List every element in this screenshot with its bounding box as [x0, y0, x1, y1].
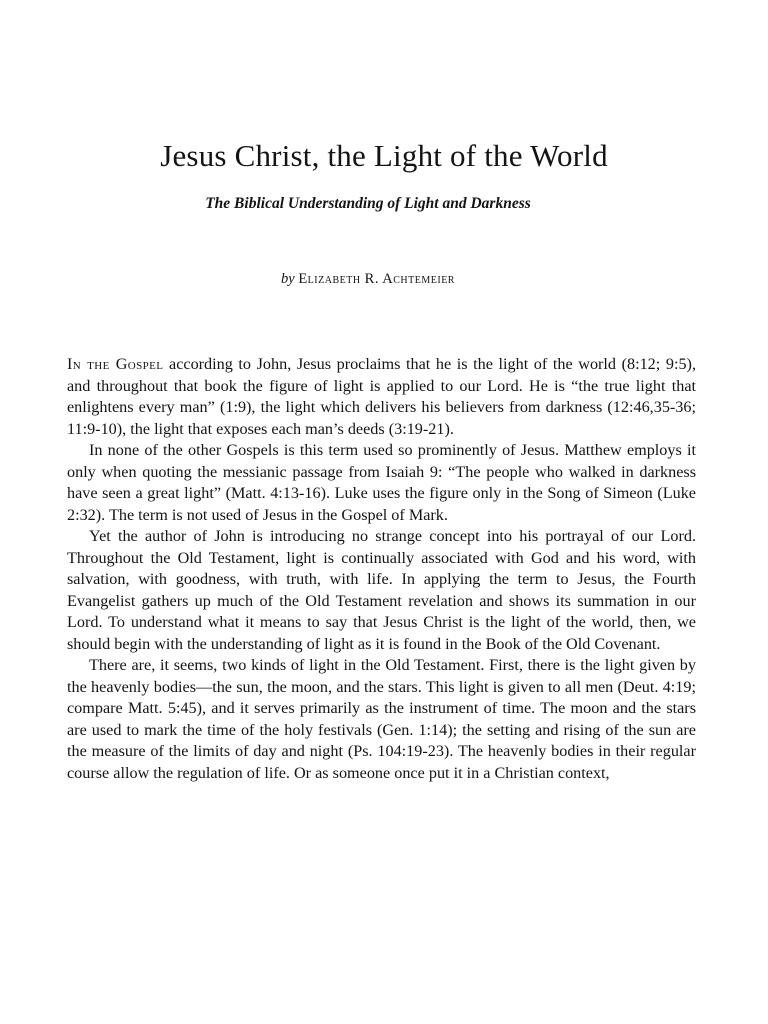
- article-title: Jesus Christ, the Light of the World: [160, 138, 608, 173]
- body-paragraph-3: Yet the author of John is introducing no strange concept into his portrayal of our Lord. Throughout the Old Testament, light is continually associated with God and his word, with salvation, with goodness, with truth, with life. In applying the term to Jesus, the Fourth Evangelist gathers up much of the Old Testament revelation and shows its summation in our Lord. To understand what it means to say that Jesus Christ is the light of the world, then, we should begin with the understanding of light as it is found in the Book of the Old Covenant.: [67, 527, 696, 653]
- paragraph-lead-in: In the Gospel: [67, 355, 164, 373]
- body-paragraph-4: There are, it seems, two kinds of light in the Old Testament. First, there is the light given by the heavenly bodies—the sun, the moon, and the stars. This light is given to all men (Deut. 4:19; compare Matt. 5:45), and it serves primarily as the instrument of time. The moon and the stars are used to mark the time of the holy festivals (Gen. 1:14); the setting and rising of the sun are the measure of the limits of day and night (Ps. 104:19-23). The heavenly bodies in their regular course allow the regulation of life. Or as someone once put it in a Christian context,: [67, 656, 696, 782]
- body-paragraph-1: [67, 354, 696, 440]
- author-name: Elizabeth R. Achtemeier: [298, 271, 455, 287]
- body-paragraph-2: In none of the other Gospels is this term used so prominently of Jesus. Matthew employs it only when quoting the messianic passage from Isaiah 9: “The people who walked in darkness have seen a great light” (Matt. 4:13-16). Luke uses the figure only in the Song of Simeon (Luke 2:32). The term is not used of Jesus in the Gospel of Mark.: [67, 441, 696, 524]
- article-body: [67, 354, 696, 784]
- paragraph-text: according to John, Jesus proclaims that he is the light of the world (8:12; 9:5), and throughout that book the figure of light is applied to our Lord. He is “the true light that enlightens every man” (1:9), the light which delivers his believers from darkness (12:46,35-36; 11:9-10), the light that exposes each man’s deeds (3:19-21).: [67, 355, 696, 438]
- byline-by: by: [281, 271, 295, 287]
- article-subtitle: The Biblical Understanding of Light and Darkness: [205, 195, 531, 212]
- author-byline: [0, 271, 736, 288]
